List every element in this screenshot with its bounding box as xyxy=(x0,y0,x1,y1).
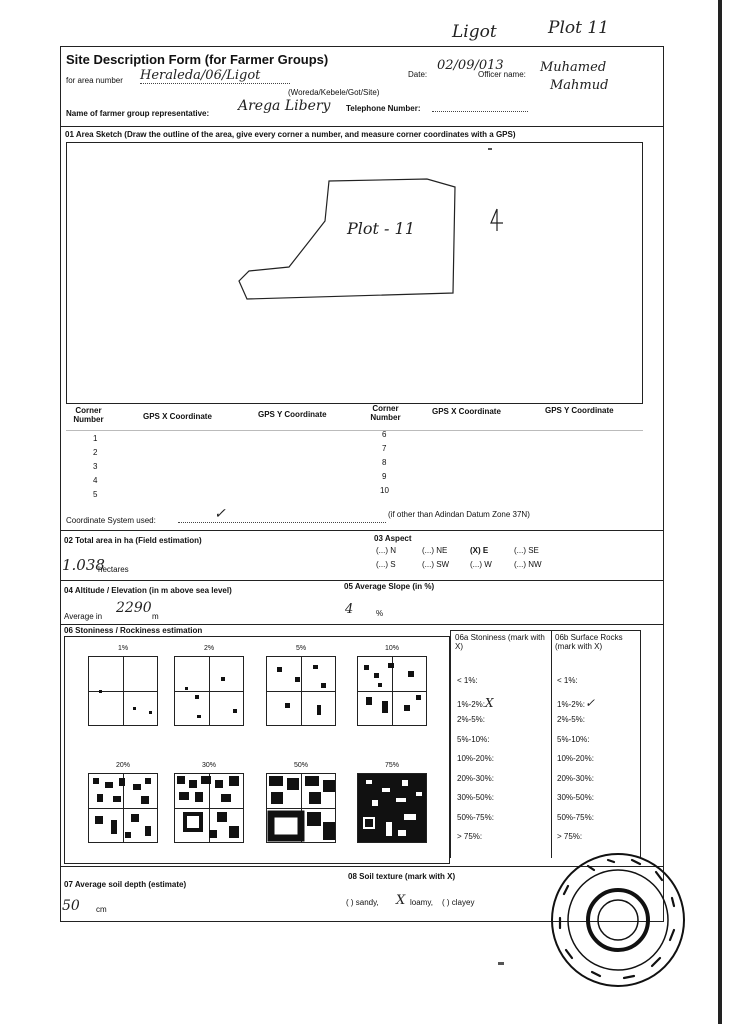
rep-value: Arega Libery xyxy=(238,98,331,114)
option-b[interactable]: < 1%: xyxy=(557,676,578,685)
slope-label: 05 Average Slope (in %) xyxy=(344,582,435,591)
option-a[interactable]: 30%-50%: xyxy=(457,793,494,802)
altitude-value: 2290 xyxy=(116,600,152,616)
soil-depth-unit: cm xyxy=(96,905,107,914)
divider-4 xyxy=(60,624,664,625)
header-site-handwriting: Ligot xyxy=(452,22,497,42)
option-b[interactable]: 10%-20%: xyxy=(557,754,594,763)
option-b[interactable]: 50%-75%: xyxy=(557,812,594,822)
corner-number: 6 xyxy=(382,430,387,439)
phone-value-line xyxy=(432,111,528,112)
square-label: 5% xyxy=(295,645,307,652)
option-b[interactable]: 2%-5%: xyxy=(557,715,586,724)
date-label: Date: xyxy=(408,70,428,79)
scan-speck xyxy=(498,962,504,965)
rep-label: Name of farmer group representative: xyxy=(66,109,210,118)
mark-b: ✓ xyxy=(585,695,596,710)
altitude-prefix: Average in xyxy=(64,612,103,621)
stoniness-square-2pct xyxy=(174,656,244,726)
soil-texture-label: 08 Soil texture (mark with X) xyxy=(348,872,456,881)
option-a[interactable]: 20%-30%: xyxy=(457,773,494,783)
option-b[interactable]: 30%-50%: xyxy=(557,793,594,802)
col-b-title: 06b Surface Rocks (mark with X) xyxy=(555,633,623,651)
aspect-nw[interactable]: (...) NW xyxy=(514,560,542,569)
col-x-left: GPS X Coordinate xyxy=(143,412,212,421)
option-b[interactable]: > 75%: xyxy=(557,832,583,841)
slope-value: 4 xyxy=(345,602,354,617)
soil-depth-value: 50 xyxy=(62,898,80,914)
option-b[interactable]: 20%-30%: xyxy=(557,773,594,783)
option-a[interactable]: > 75%: xyxy=(457,832,483,841)
date-value: 02/09/013 xyxy=(437,58,504,73)
corner-number: 10 xyxy=(380,486,389,495)
stoniness-square-20pct xyxy=(88,773,158,843)
col-a-title: 06a Stoniness (mark with X) xyxy=(455,633,545,651)
option-a[interactable]: < 1%: xyxy=(457,676,478,685)
form-right-border xyxy=(663,46,664,922)
corner-number: 1 xyxy=(93,434,98,443)
corner-number: 5 xyxy=(93,490,98,499)
square-label: 1% xyxy=(117,645,129,652)
slope-unit: % xyxy=(376,609,384,618)
option-a[interactable]: 5%-10%: xyxy=(457,734,490,744)
aspect-label: 03 Aspect xyxy=(374,534,412,543)
soil-texture-loamy-mark[interactable]: X xyxy=(396,893,406,908)
coord-system-line xyxy=(178,522,386,523)
surface-rocks-options-b xyxy=(557,676,639,852)
plot-outline-drawing xyxy=(67,143,644,405)
coord-system-label: Coordinate System used: xyxy=(66,516,156,525)
option-b[interactable]: 5%-10%: xyxy=(557,734,590,744)
sketch-box xyxy=(66,142,643,404)
aspect-sw[interactable]: (...) SW xyxy=(422,560,450,569)
divider-3 xyxy=(60,580,664,581)
soil-texture-clayey[interactable]: ( ) clayey xyxy=(442,898,475,907)
officer-label: Officer name: xyxy=(478,70,526,79)
square-label: 30% xyxy=(201,762,216,769)
square-label: 20% xyxy=(115,762,130,769)
stoniness-label: 06 Stoniness / Rockiness estimation xyxy=(64,626,203,635)
phone-label: Telephone Number: xyxy=(346,104,421,113)
altitude-unit: m xyxy=(152,612,159,621)
officer-value-line1: Muhamed xyxy=(540,60,607,75)
header-plot-handwriting: Plot 11 xyxy=(548,18,609,38)
option-a-selected[interactable]: 1%-2%:X xyxy=(457,695,494,710)
total-area-label: 02 Total area in ha (Field estimation) xyxy=(64,536,202,545)
square-label: 10% xyxy=(384,645,399,652)
aspect-e[interactable]: (X) E xyxy=(470,546,489,555)
soil-texture-loamy[interactable]: loamy, xyxy=(410,898,433,907)
stoniness-square-10pct xyxy=(357,656,427,726)
sketch-heading: 01 Area Sketch (Draw the outline of the area, give every corner a number, and measure corner coordinates with a GPS) xyxy=(65,130,516,139)
corner-number: 4 xyxy=(93,476,98,485)
col-corner-right: Corner Number xyxy=(370,404,401,422)
soil-texture-sandy[interactable]: ( ) sandy, xyxy=(346,898,379,907)
stoniness-square-50pct xyxy=(266,773,336,843)
corner-number: 9 xyxy=(382,472,387,481)
square-label: 50% xyxy=(293,762,308,769)
corner-number: 2 xyxy=(93,448,98,457)
col-corner-left: Corner Number xyxy=(73,406,104,424)
stoniness-square-5pct xyxy=(266,656,336,726)
form-left-border xyxy=(60,46,61,922)
aspect-ne[interactable]: (...) NE xyxy=(422,546,448,555)
soil-depth-label: 07 Average soil depth (estimate) xyxy=(64,880,187,889)
corner-number: 8 xyxy=(382,458,387,467)
square-label: 75% xyxy=(384,762,399,769)
altitude-label: 04 Altitude / Elevation (in m above sea level) xyxy=(64,586,232,595)
corner-table-rule xyxy=(66,430,643,431)
divider-1 xyxy=(60,126,664,127)
total-area-unit: hectares xyxy=(98,565,129,574)
official-stamp xyxy=(548,850,688,990)
option-b-selected[interactable]: 1%-2%:✓ xyxy=(557,695,596,710)
stoniness-square-30pct xyxy=(174,773,244,843)
area-number-label: for area number xyxy=(66,76,123,85)
aspect-w[interactable]: (...) W xyxy=(470,560,492,569)
area-sublabel: (Woreda/Kebele/Got/Site) xyxy=(288,88,380,97)
scan-speck xyxy=(488,148,492,150)
total-area-value: 1.038 xyxy=(62,556,105,574)
coord-system-note: (if other than Adindan Datum Zone 37N) xyxy=(388,510,530,519)
mark-a: X xyxy=(485,695,494,710)
option-a[interactable]: 50%-75%: xyxy=(457,812,494,822)
officer-value-line2: Mahmud xyxy=(550,78,609,93)
divider-2 xyxy=(60,530,664,531)
corner-number: 3 xyxy=(93,462,98,471)
col-y-left: GPS Y Coordinate xyxy=(258,410,327,419)
aspect-s[interactable]: (...) S xyxy=(376,560,396,569)
form-top-border xyxy=(60,46,664,47)
option-a[interactable]: 10%-20%: xyxy=(457,754,494,763)
col-x-right: GPS X Coordinate xyxy=(432,407,501,416)
corner-number: 7 xyxy=(382,444,387,453)
col-y-right: GPS Y Coordinate xyxy=(545,406,614,415)
option-a[interactable]: 2%-5%: xyxy=(457,715,486,724)
area-number-value: Heraleda/06/Ligot xyxy=(140,68,290,84)
plot-label: Plot - 11 xyxy=(347,219,415,238)
stoniness-options-a xyxy=(457,676,547,852)
aspect-se[interactable]: (...) SE xyxy=(514,546,539,555)
stoniness-square-1pct xyxy=(88,656,158,726)
square-label: 2% xyxy=(203,645,215,652)
stoniness-square-75pct xyxy=(357,773,427,843)
form-title: Site Description Form (for Farmer Groups) xyxy=(66,52,329,67)
aspect-n[interactable]: (...) N xyxy=(376,546,396,555)
coord-system-value: ✓ xyxy=(214,506,226,522)
